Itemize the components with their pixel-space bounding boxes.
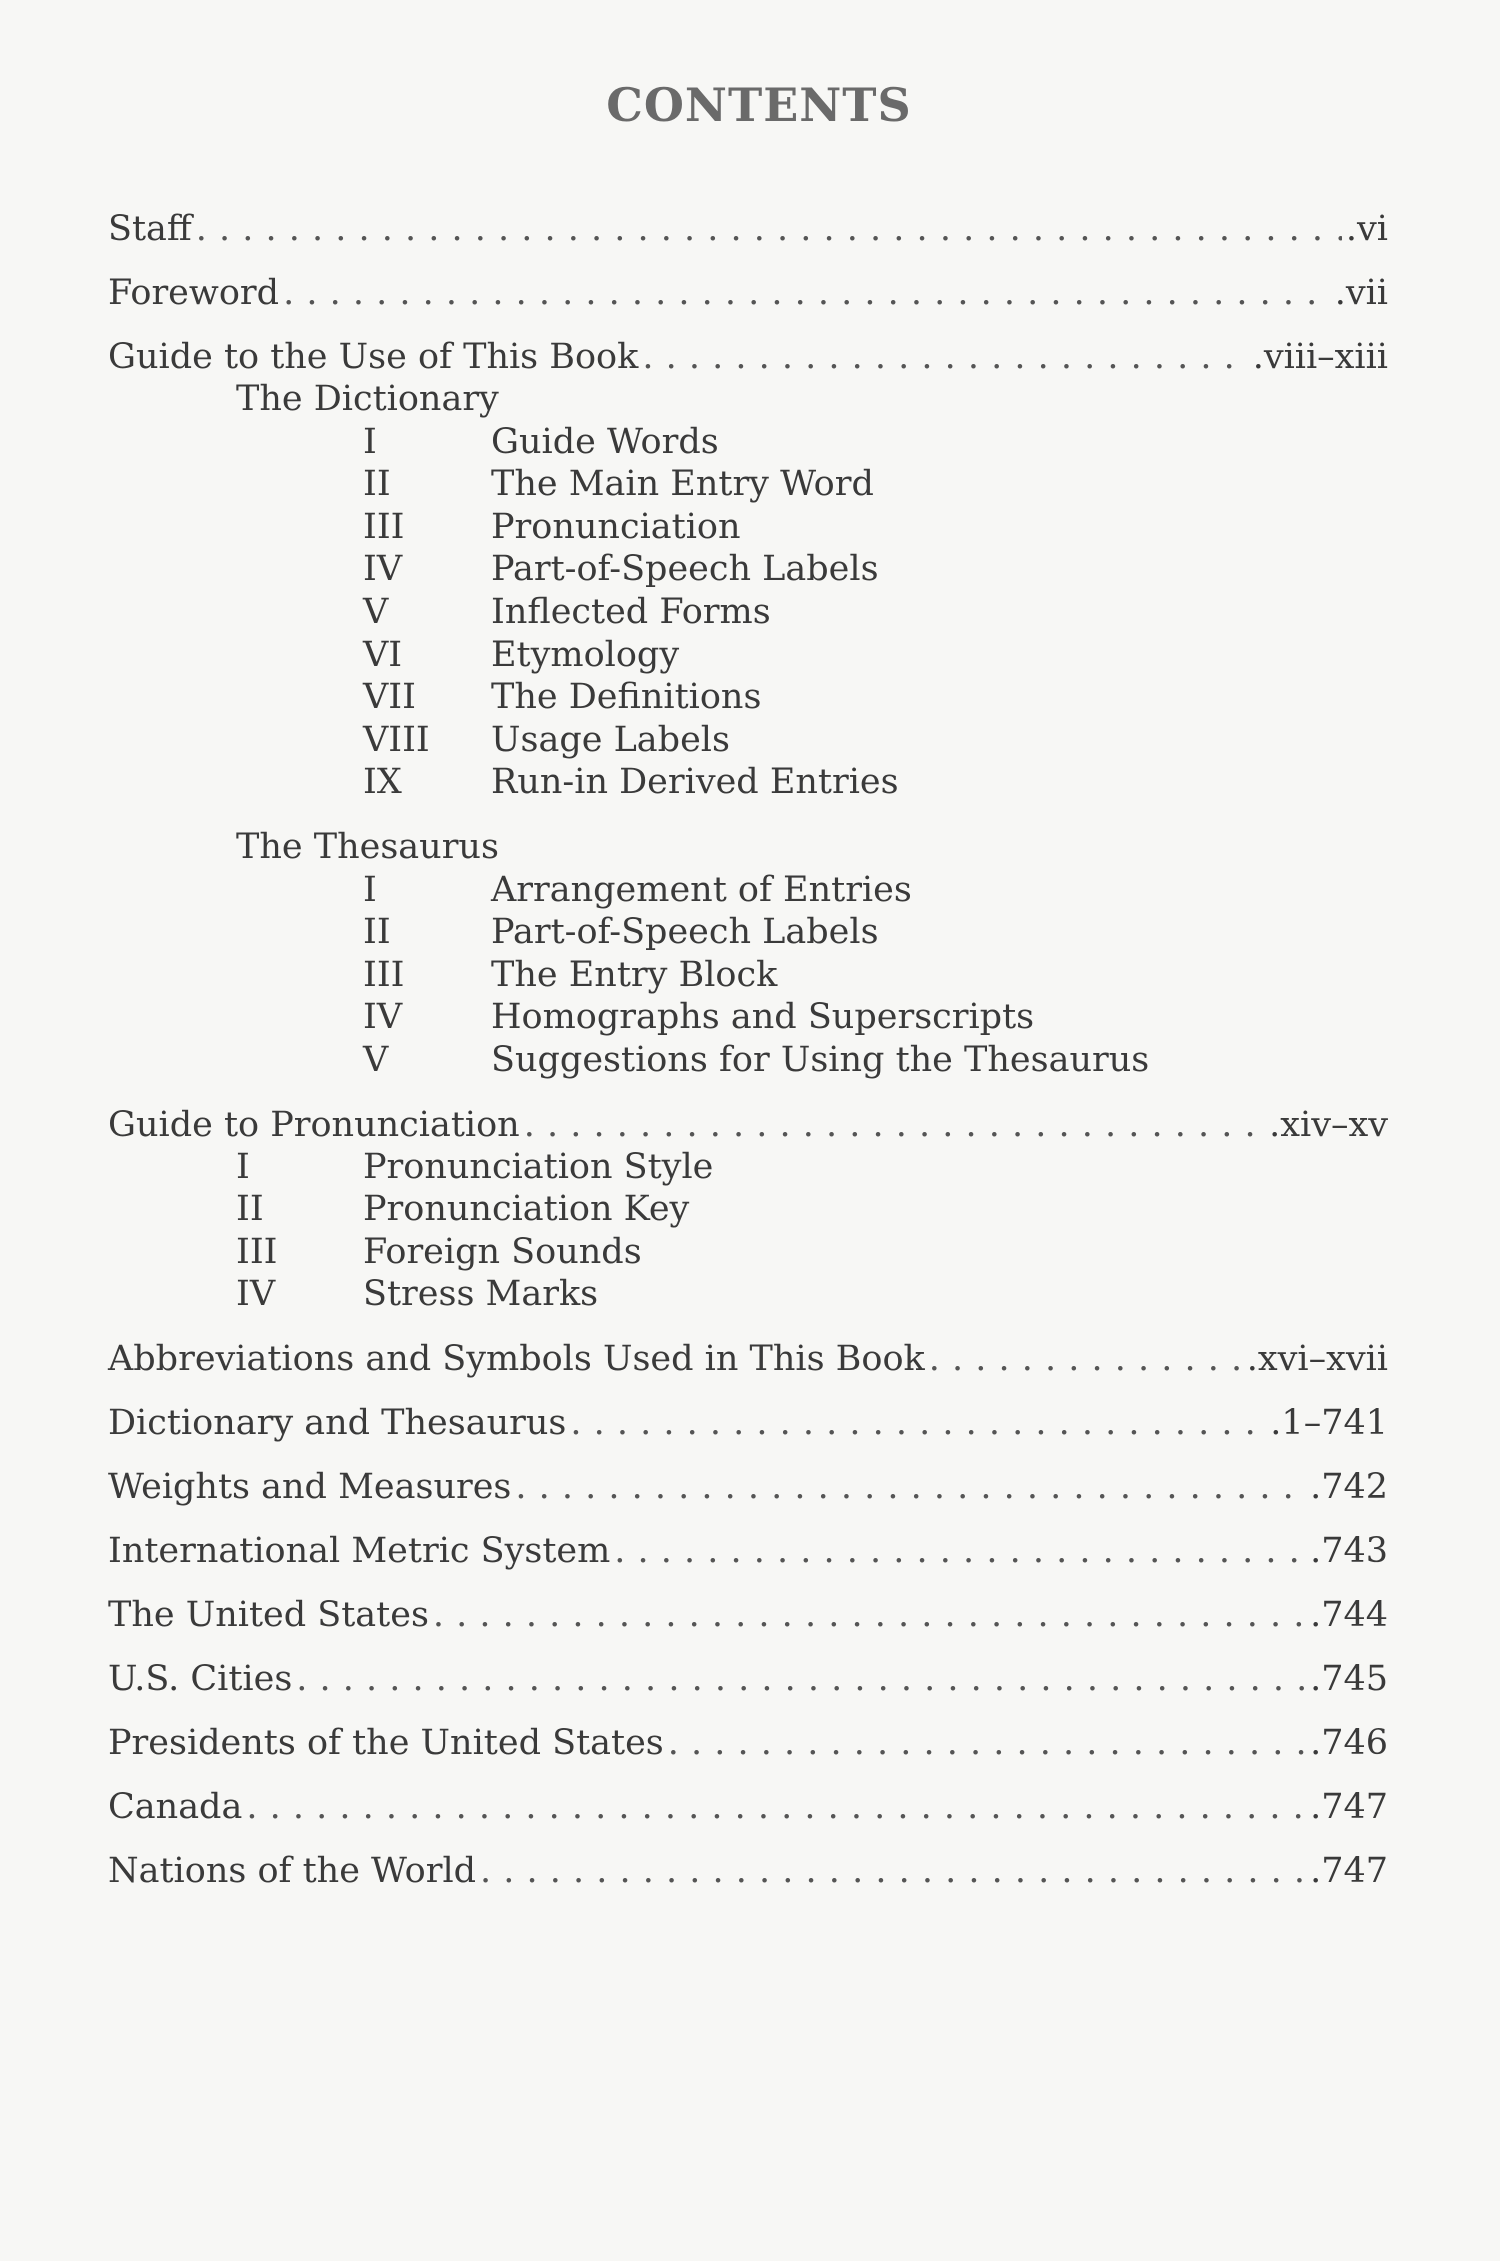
subsection-label: Part-of-Speech Labels — [491, 912, 879, 953]
roman-numeral: III — [363, 954, 405, 995]
subsection-item — [108, 676, 1388, 719]
roman-numeral: II — [363, 912, 391, 953]
toc-entry-us-cities[interactable] — [108, 1658, 1388, 1700]
section-heading-thesaurus: The Thesaurus — [236, 826, 499, 867]
toc-entry-nations[interactable] — [108, 1850, 1388, 1892]
toc-entry-guide-to-use[interactable] — [108, 336, 1388, 378]
subsection-label: Etymology — [491, 634, 680, 675]
toc-entry-title: Weights and Measures — [108, 1466, 512, 1507]
dot-leader — [515, 1466, 1306, 1508]
subsection-label: Inflected Forms — [491, 591, 771, 632]
toc-entry-pages: .viii–xiii — [1252, 337, 1388, 377]
toc-entry-pages: .743 — [1310, 1530, 1388, 1571]
subsection-item — [108, 719, 1388, 762]
dot-leader — [246, 1786, 1306, 1828]
toc-entry-pages: .744 — [1310, 1594, 1388, 1635]
subsection-label: Stress Marks — [363, 1274, 599, 1315]
toc-entry-pages: .745 — [1310, 1658, 1388, 1699]
toc-entry-title: Foreword — [108, 273, 280, 313]
page-title: CONTENTS — [606, 78, 912, 132]
toc-entry-pages: .742 — [1310, 1466, 1388, 1507]
toc-entry-pages: .746 — [1310, 1722, 1388, 1763]
subsection-label: Pronunciation — [491, 506, 741, 547]
dot-leader — [642, 336, 1248, 378]
toc-entry-title: U.S. Cities — [108, 1658, 293, 1699]
roman-numeral: VI — [363, 634, 403, 675]
subsection-label: The Main Entry Word — [491, 464, 874, 505]
subsection-label: Homographs and Superscripts — [491, 997, 1035, 1038]
subsection-label: Arrangement of Entries — [491, 869, 912, 910]
subsection-label: Guide Words — [491, 421, 719, 462]
toc-entry-title: Canada — [108, 1786, 243, 1827]
toc-entry-pages: .vi — [1345, 209, 1388, 249]
toc-entry-title: Staff — [108, 209, 192, 249]
toc-entry-weights-measures[interactable] — [108, 1466, 1388, 1508]
toc-entry-dictionary-thesaurus[interactable] — [108, 1402, 1388, 1444]
roman-numeral: IV — [236, 1274, 276, 1315]
subsection-item — [108, 1146, 1388, 1189]
toc-entry-metric-system[interactable] — [108, 1530, 1388, 1572]
toc-entry-title: The United States — [108, 1594, 429, 1635]
subsection-label: The Definitions — [491, 677, 762, 718]
subsection-item — [108, 1273, 1388, 1316]
dot-leader — [283, 272, 1331, 314]
roman-numeral: I — [236, 1146, 250, 1187]
toc-entry-united-states[interactable] — [108, 1594, 1388, 1636]
roman-numeral: IV — [363, 997, 403, 1038]
subsection-item — [108, 954, 1388, 997]
subsection-label: Pronunciation Style — [363, 1146, 714, 1187]
toc-entry-title: Abbreviations and Symbols Used in This Book — [108, 1338, 925, 1379]
thesaurus-subsections — [108, 869, 1388, 1082]
subsection-item — [108, 506, 1388, 549]
roman-numeral: IX — [363, 762, 402, 803]
roman-numeral: III — [236, 1231, 278, 1272]
toc-entry-pages: .vii — [1334, 273, 1388, 313]
toc-entry-staff[interactable] — [108, 208, 1388, 250]
toc-entry-guide-to-pronunciation[interactable] — [108, 1104, 1388, 1146]
dot-leader — [480, 1850, 1306, 1892]
dot-leader — [524, 1104, 1265, 1146]
subsection-item — [108, 869, 1388, 912]
roman-numeral: I — [363, 869, 377, 910]
subsection-label: Pronunciation Key — [363, 1189, 690, 1230]
subsection-item — [108, 1188, 1388, 1231]
subsection-item — [108, 463, 1388, 506]
subsection-item — [108, 996, 1388, 1039]
toc-entry-title: Presidents of the United States — [108, 1722, 664, 1763]
subsection-label: Suggestions for Using the Thesaurus — [491, 1039, 1150, 1080]
subsection-item — [108, 911, 1388, 954]
toc-entry-title: Guide to the Use of This Book — [108, 337, 639, 377]
subsection-item — [108, 591, 1388, 634]
toc-entry-abbreviations[interactable] — [108, 1338, 1388, 1380]
dictionary-subsections — [108, 421, 1388, 804]
subsection-item — [108, 1039, 1388, 1082]
toc-entry-title: International Metric System — [108, 1530, 611, 1571]
pronunciation-subsections — [108, 1146, 1388, 1316]
toc-entry-foreword[interactable] — [108, 272, 1388, 314]
subsection-item — [108, 634, 1388, 677]
table-of-contents — [108, 208, 1388, 1892]
toc-entry-title: Nations of the World — [108, 1850, 477, 1891]
toc-entry-pages: .1–741 — [1270, 1402, 1388, 1443]
subsection-label: The Entry Block — [491, 954, 778, 995]
roman-numeral: II — [363, 464, 391, 505]
subsection-label: Run-in Derived Entries — [491, 762, 899, 803]
dot-leader — [614, 1530, 1306, 1572]
toc-entry-title: Guide to Pronunciation — [108, 1104, 520, 1145]
dot-leader — [570, 1402, 1266, 1444]
subsection-item — [108, 548, 1388, 591]
subsection-item — [108, 1231, 1388, 1274]
roman-numeral: IV — [363, 549, 403, 590]
dot-leader — [296, 1658, 1306, 1700]
toc-entry-canada[interactable] — [108, 1786, 1388, 1828]
roman-numeral: II — [236, 1189, 264, 1230]
dot-leader — [433, 1594, 1306, 1636]
section-heading-dictionary: The Dictionary — [236, 379, 499, 419]
roman-numeral: V — [363, 591, 389, 632]
subsection-label: Foreign Sounds — [363, 1231, 642, 1272]
roman-numeral: VIII — [363, 719, 430, 760]
roman-numeral: V — [363, 1039, 389, 1080]
subsection-item — [108, 761, 1388, 804]
toc-entry-title: Dictionary and Thesaurus — [108, 1402, 567, 1443]
dot-leader — [668, 1722, 1306, 1764]
roman-numeral: III — [363, 506, 405, 547]
subsection-item — [108, 421, 1388, 464]
roman-numeral: I — [363, 421, 377, 462]
subsection-label: Usage Labels — [491, 719, 730, 760]
toc-entry-pages: .747 — [1310, 1850, 1388, 1891]
toc-entry-pages: .747 — [1310, 1786, 1388, 1827]
toc-entry-presidents[interactable] — [108, 1722, 1388, 1764]
toc-entry-pages: .xvi–xvii — [1246, 1338, 1388, 1379]
toc-entry-pages: .xiv–xv — [1269, 1104, 1388, 1145]
dot-leader — [929, 1338, 1243, 1380]
dot-leader — [196, 208, 1342, 250]
subsection-label: Part-of-Speech Labels — [491, 549, 879, 590]
roman-numeral: VII — [363, 677, 416, 718]
